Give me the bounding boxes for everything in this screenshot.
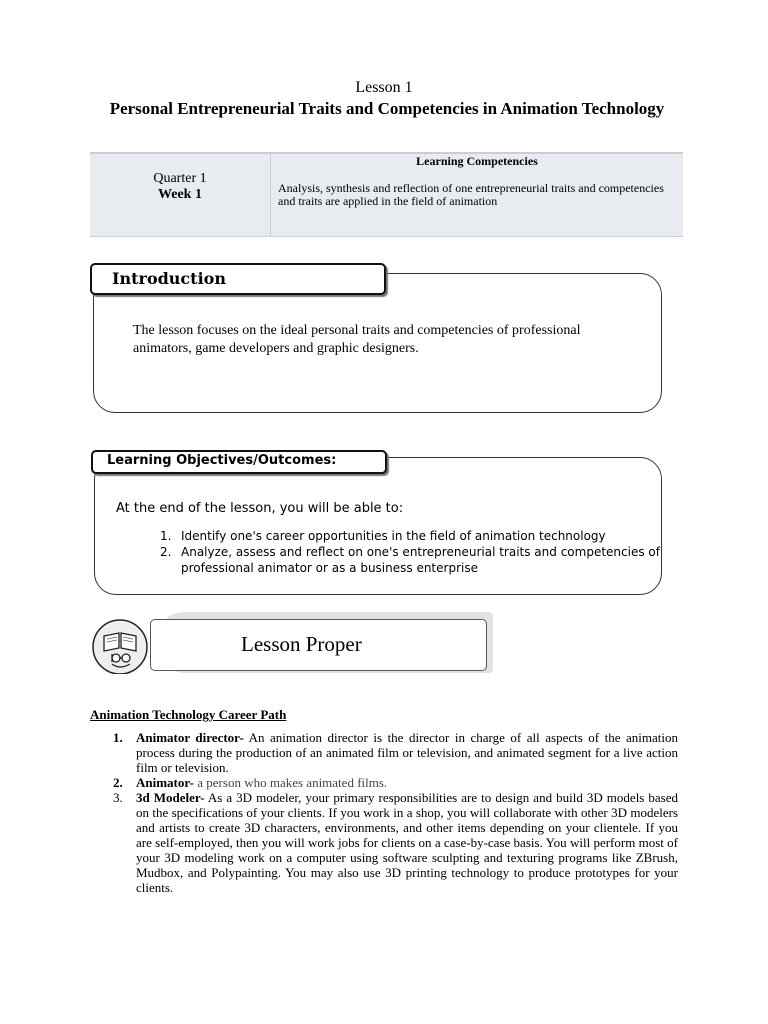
reading-book-icon <box>90 618 150 674</box>
competencies-heading: Learning Competencies <box>416 154 538 168</box>
list-item-number: 3. <box>113 790 123 805</box>
list-item-number: 1. <box>160 529 172 543</box>
career-path-list <box>110 730 678 895</box>
objectives-list <box>160 528 660 576</box>
introduction-tab <box>90 263 386 295</box>
list-item-number: 2. <box>160 545 172 559</box>
lesson-proper-box <box>150 619 487 671</box>
career-term: Animator- <box>136 775 195 790</box>
list-item-number: 2. <box>113 775 123 790</box>
introduction-text: The lesson focuses on the ideal personal traits and competencies of professional animators, game developers and graphic designers. <box>133 323 581 356</box>
lesson-title: Personal Entrepreneurial Traits and Competencies in Animation Technology <box>109 99 665 118</box>
career-description: An animation director is the director in charge of all aspects of the animation process during the production of an animated film or television, and animated segment for a live action film or television. <box>136 730 678 775</box>
career-term: 3d Modeler- <box>136 790 205 805</box>
objectives-lead: At the end of the lesson, you will be able to: <box>116 501 404 516</box>
list-item <box>110 790 678 895</box>
week-label: Week 1 <box>158 187 202 202</box>
list-item <box>110 730 678 775</box>
quarter-label: Quarter 1 <box>153 171 207 186</box>
list-item-number: 1. <box>113 730 123 745</box>
objectives-title: Learning Objectives/Outcomes: <box>107 453 337 468</box>
objectives-tab <box>91 450 387 474</box>
career-description: a person who makes animated films. <box>194 775 388 790</box>
career-term: Animator director- <box>136 730 244 745</box>
list-item-text: Analyze, assess and reflect on one's entrepreneurial traits and competencies of professional animator or as a business enterprise <box>181 545 660 575</box>
introduction-title: Introduction <box>112 269 226 288</box>
list-item <box>160 528 660 544</box>
list-item <box>110 775 678 790</box>
lesson-number: Lesson 1 <box>355 79 413 96</box>
lesson-proper-title: Lesson Proper <box>241 632 362 656</box>
career-path-heading: Animation Technology Career Path <box>90 707 287 722</box>
competencies-text: Analysis, synthesis and reflection of one entrepreneurial traits and competencies and traits are applied in the field of animation <box>278 181 664 208</box>
list-item-text: Identify one's career opportunities in the field of animation technology <box>181 529 606 543</box>
competencies-table <box>90 152 683 237</box>
career-description: As a 3D modeler, your primary responsibilities are to design and build 3D models based on the specifications of your clients. If you work in a shop, you will collaborate with other 3D modelers and artists to create 3D characters, environments, and other items depending on your clientele. If you are self-employed, then you will work jobs for clients on a case-by-case basis. You will perform most of your 3D modeling work on a computer using software sculpting and texturing programs like ZBrush, Mudbox, and Polypainting. You may also use 3D printing technology to produce prototypes for your clients. <box>136 790 678 895</box>
list-item <box>160 544 660 576</box>
